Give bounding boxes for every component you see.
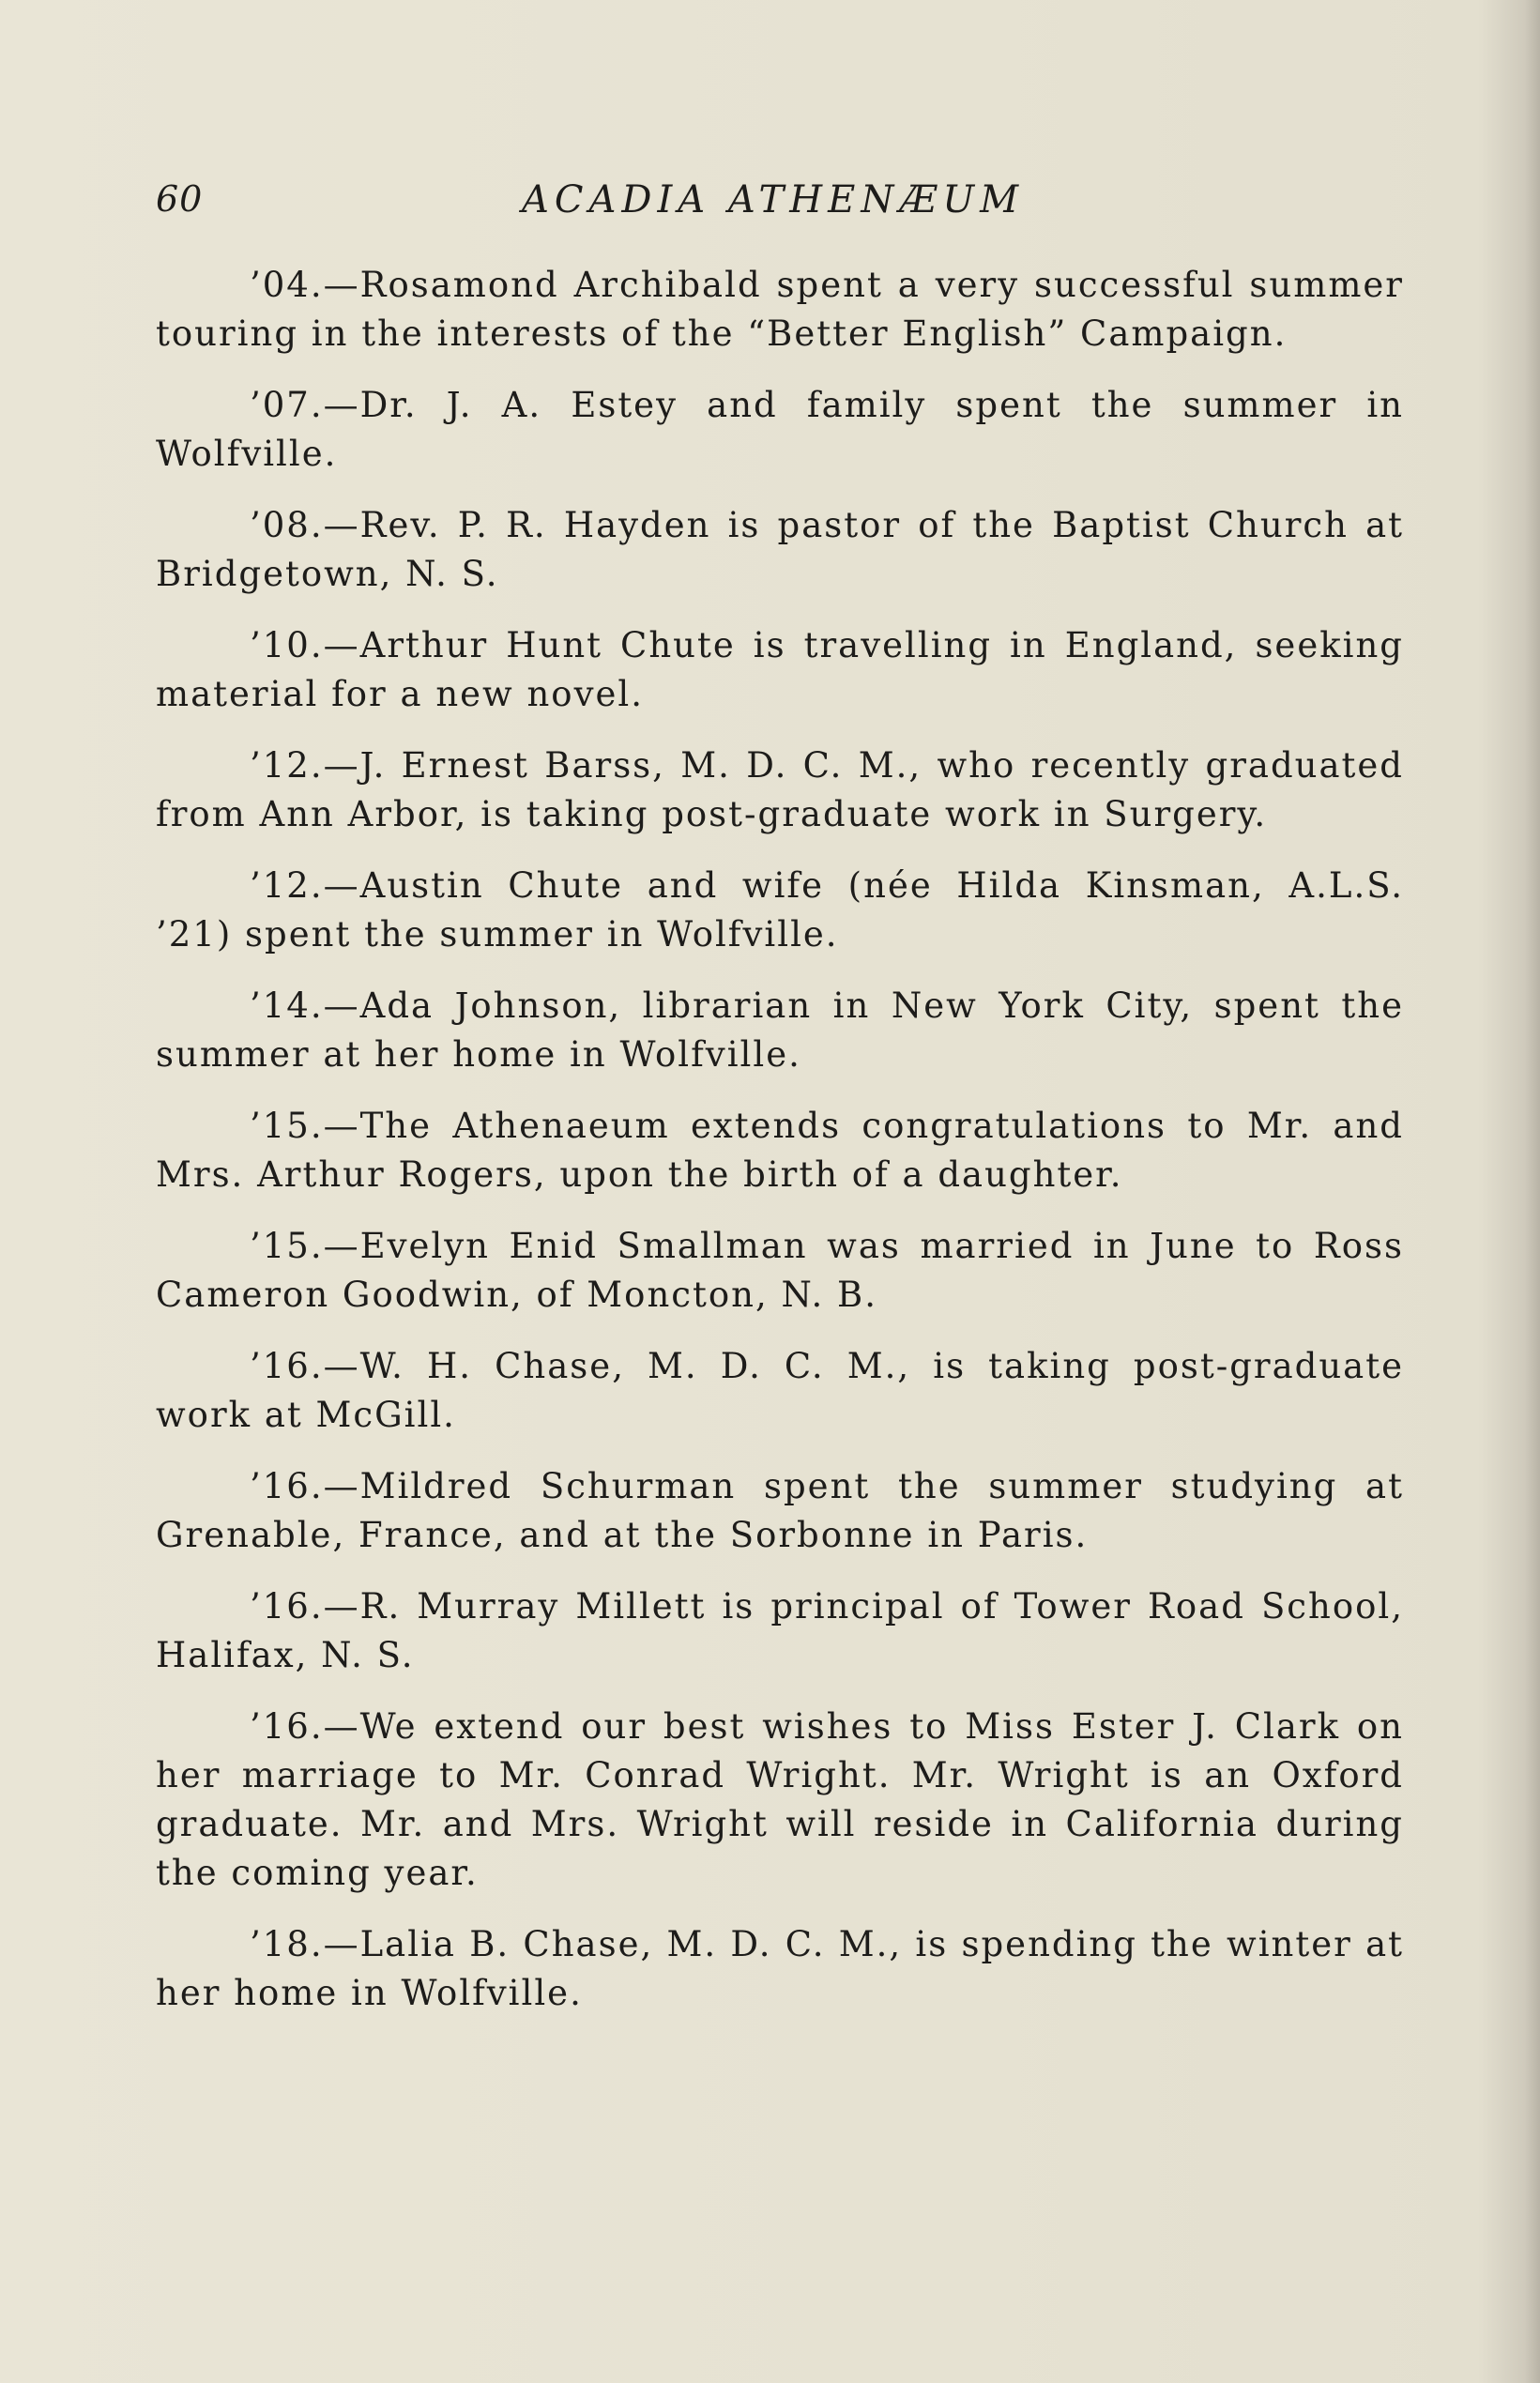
alumni-note: ’12.—J. Ernest Barss, M. D. C. M., who recently graduated from Ann Arbor, is taking post-graduate work in Surgery. — [156, 745, 1404, 834]
alumni-note: ’16.—We extend our best wishes to Miss Ester J. Clark on her marriage to Mr. Conrad Wright. Mr. Wright is an Oxford graduate. Mr. and Mrs. Wright will reside in California during the coming year. — [156, 1706, 1404, 1893]
alumni-note: ’15.—The Athenaeum extends congratulations to Mr. and Mrs. Arthur Rogers, upon the birth of a daughter. — [156, 1106, 1404, 1195]
alumni-note: ’18.—Lalia B. Chase, M. D. C. M., is spending the winter at her home in Wolfville. — [156, 1924, 1404, 2013]
alumni-note: ’16.—W. H. Chase, M. D. C. M., is taking post-graduate work at McGill. — [156, 1346, 1404, 1435]
alumni-note: ’16.—Mildred Schurman spent the summer studying at Grenable, France, and at the Sorbonne in Paris. — [156, 1466, 1404, 1555]
alumni-note: ’15.—Evelyn Enid Smallman was married in June to Ross Cameron Goodwin, of Moncton, N. B. — [156, 1226, 1404, 1315]
alumni-note: ’16.—R. Murray Millett is principal of Tower Road School, Halifax, N. S. — [156, 1586, 1404, 1675]
alumni-notes — [156, 261, 1404, 2040]
alumni-note: ’12.—Austin Chute and wife (née Hilda Kinsman, A.L.S. ’21) spent the summer in Wolfville. — [156, 865, 1404, 955]
alumni-note: ’07.—Dr. J. A. Estey and family spent the summer in Wolfville. — [156, 385, 1404, 474]
running-title: ACADIA ATHENÆUM — [522, 178, 1025, 221]
alumni-note: ’10.—Arthur Hunt Chute is travelling in England, seeking material for a new novel. — [156, 625, 1404, 714]
page-number: 60 — [156, 178, 204, 220]
page-header — [156, 178, 1404, 235]
alumni-note: ’04.—Rosamond Archibald spent a very successful summer touring in the interests of the “Better English” Campaign. — [156, 265, 1404, 354]
alumni-note: ’08.—Rev. P. R. Hayden is pastor of the Baptist Church at Bridgetown, N. S. — [156, 505, 1404, 594]
alumni-note: ’14.—Ada Johnson, librarian in New York City, spent the summer at her home in Wolfville. — [156, 985, 1404, 1075]
